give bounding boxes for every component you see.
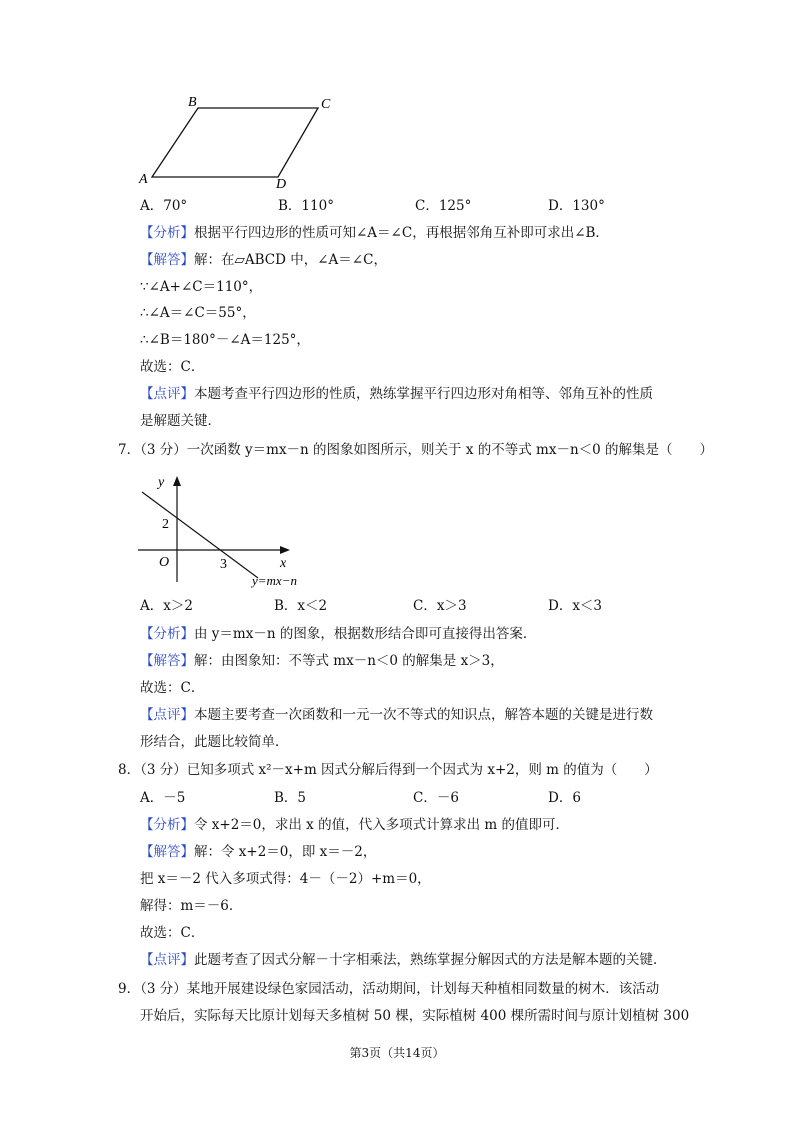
comment-tag: 【点评】 xyxy=(140,707,194,723)
q7-comment-line-2: 形结合，此题比较简单． xyxy=(140,734,289,750)
q6-option-c: C．125° xyxy=(415,198,472,214)
analysis-text: 根据平行四边形的性质可知∠A＝∠C，再根据邻角互补即可求出∠B． xyxy=(194,225,609,241)
q7-option-c: C．x＞3 xyxy=(413,598,467,614)
parallelogram-figure xyxy=(130,90,340,190)
page-footer: 第3页（共14页） xyxy=(349,1046,445,1060)
q8-stem: 8．（3 分）已知多项式 x²－x+m 因式分解后得到一个因式为 x+2，则 m 的值为（ ） xyxy=(118,762,658,778)
q6-answer-line-3: ∴∠A＝∠C＝55°， xyxy=(140,305,256,321)
vertex-label-b: B xyxy=(188,95,197,110)
q6-option-d: D．130° xyxy=(548,198,605,214)
comment-text: 本题主要考查一次函数和一元一次不等式的知识点，解答本题的关键是进行数 xyxy=(194,707,653,723)
q7-answer-line-1 xyxy=(140,651,504,671)
x-axis-arrow xyxy=(280,546,290,554)
q8-option-c: C．－6 xyxy=(413,790,459,806)
y-axis-label: y xyxy=(158,475,165,490)
q8-answer-line-1 xyxy=(140,842,376,862)
q7-option-d: D．x＜3 xyxy=(548,598,603,614)
q7-stem: 7．（3 分）一次函数 y＝mx－n 的图象如图所示，则关于 x 的不等式 mx－n＜0 的解集是（ ） xyxy=(118,442,714,458)
q8-answer-line-2: 把 x＝－2 代入多项式得：4－（－2）+m＝0， xyxy=(140,871,431,887)
comment-text: 本题考查平行四边形的性质，熟练掌握平行四边形对角相等、邻角互补的性质 xyxy=(194,386,653,402)
function-line-label: y=mx−n xyxy=(252,573,297,588)
q9-stem-line-1: 9．（3 分）某地开展建设绿色家园活动，活动期间，计划每天种植相同数量的树木．该活动 xyxy=(118,981,660,997)
answer-text: 解：由图象知：不等式 mx－n＜0 的解集是 x＞3， xyxy=(194,653,504,669)
analysis-tag: 【分析】 xyxy=(140,225,194,241)
q8-option-a: A．－5 xyxy=(140,790,186,806)
analysis-tag: 【分析】 xyxy=(140,626,194,642)
q6-comment-line-2: 是解题关键． xyxy=(140,413,221,429)
analysis-text: 令 x+2＝0，求出 x 的值，代入多项式计算求出 m 的值即可． xyxy=(194,817,569,833)
answer-tag: 【解答】 xyxy=(140,844,194,860)
answer-text: 解：令 x+2＝0，即 x＝－2， xyxy=(194,844,377,860)
q7-option-a: A．x＞2 xyxy=(140,598,193,614)
vertex-label-a: A xyxy=(139,172,148,187)
analysis-text: 由 y＝mx－n 的图象，根据数形结合即可直接得出答案． xyxy=(194,626,537,642)
x-intercept-label: 3 xyxy=(220,557,227,572)
answer-tag: 【解答】 xyxy=(140,653,194,669)
comment-tag: 【点评】 xyxy=(140,952,194,968)
q8-comment xyxy=(140,950,667,970)
q7-comment-line-1 xyxy=(140,705,653,725)
q8-option-d: D．6 xyxy=(548,790,581,806)
q6-comment-line-1 xyxy=(140,384,653,404)
q8-answer-line-3: 解得：m＝－6． xyxy=(140,898,243,914)
q8-answer-line-4: 故选：C． xyxy=(140,925,205,941)
q6-answer-line-1 xyxy=(140,250,387,270)
vertex-label-d: D xyxy=(276,177,287,190)
q8-analysis xyxy=(140,815,569,835)
y-intercept-label: 2 xyxy=(162,517,169,532)
q7-option-b: B．x＜2 xyxy=(274,598,328,614)
q6-answer-line-5: 故选：C． xyxy=(140,359,205,375)
q9-stem-line-2: 开始后，实际每天比原计划每天多植树 50 棵，实际植树 400 棵所需时间与原计划植树 300 xyxy=(140,1008,690,1024)
q6-option-a: A．70° xyxy=(140,198,188,214)
q7-analysis xyxy=(140,624,536,644)
q6-answer-line-2: ∵∠A+∠C＝110°， xyxy=(140,279,263,295)
parallelogram-shape xyxy=(152,108,318,177)
q8-option-b: B．5 xyxy=(274,790,307,806)
answer-tag: 【解答】 xyxy=(140,252,194,268)
q6-analysis xyxy=(140,223,609,243)
linear-function-graph xyxy=(130,470,320,590)
comment-text: 此题考查了因式分解－十字相乘法，熟练掌握分解因式的方法是解本题的关键． xyxy=(194,952,667,968)
answer-text: 解：在▱ABCD 中，∠A＝∠C， xyxy=(194,252,387,268)
origin-label: O xyxy=(159,555,170,570)
q6-answer-line-4: ∴∠B＝180°－∠A＝125°， xyxy=(140,332,310,348)
y-axis-arrow xyxy=(173,476,181,486)
comment-tag: 【点评】 xyxy=(140,386,194,402)
analysis-tag: 【分析】 xyxy=(140,817,194,833)
q7-answer-line-2: 故选：C． xyxy=(140,680,205,696)
vertex-label-c: C xyxy=(321,97,331,112)
x-axis-label: x xyxy=(280,556,287,571)
q6-option-b: B．110° xyxy=(278,198,334,214)
